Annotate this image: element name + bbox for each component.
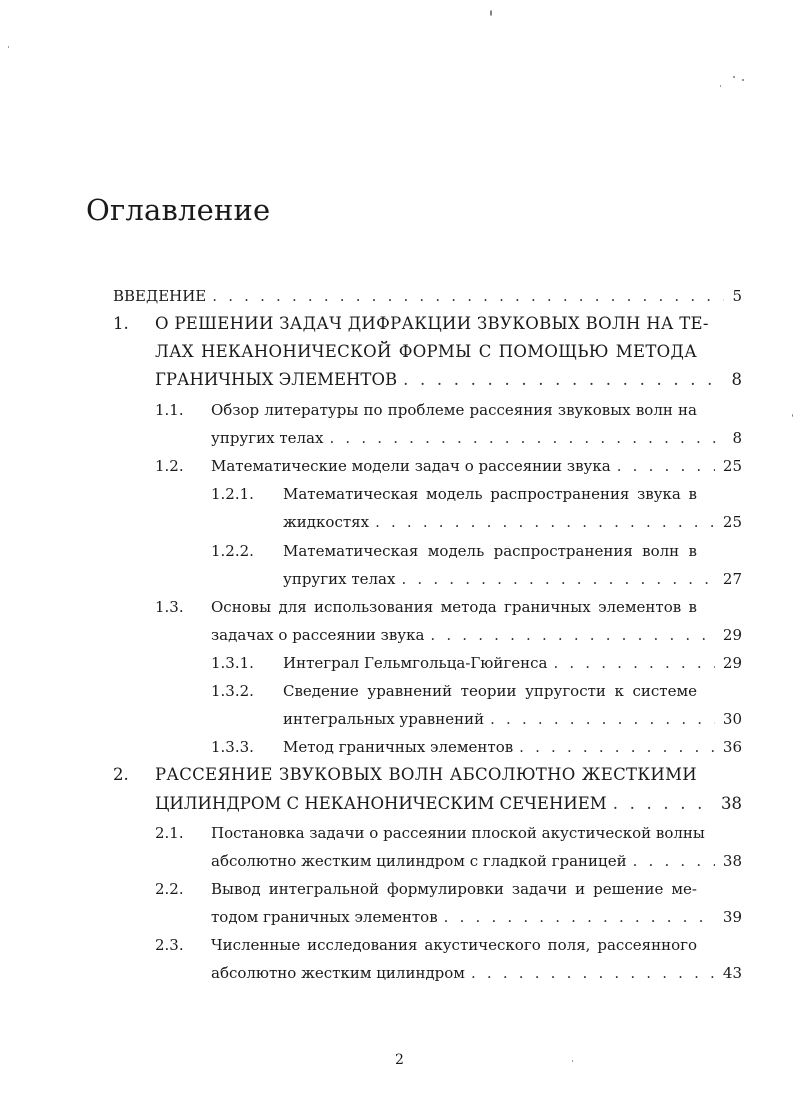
- subsection-number: 1.3.3.: [211, 738, 254, 756]
- toc-entry-title: интегральных уравнений: [283, 710, 485, 728]
- toc-entry-s1-3-2[interactable]: [283, 709, 742, 729]
- subsection-number: 1.3.1.: [211, 654, 254, 672]
- section-number: 1.3.: [155, 598, 184, 616]
- toc-entry-title: ГРАНИЧНЫХ ЭЛЕМЕНТОВ: [155, 370, 398, 389]
- scan-speck: [572, 1060, 573, 1062]
- leader-dots: [323, 428, 724, 448]
- toc-entry-s1-1[interactable]: [211, 428, 742, 448]
- chapter-number: 1.: [113, 314, 129, 333]
- toc-entry-title-line[interactable]: Численные исследования акустического поля, рассеянного: [211, 936, 697, 954]
- section-number: 2.2.: [155, 880, 184, 898]
- toc-entry-title: абсолютно жестким цилиндром: [211, 964, 465, 982]
- leader-dots: [465, 963, 715, 983]
- toc-page-number: 29: [722, 626, 742, 644]
- toc-entry-title: упругих телах: [211, 429, 324, 447]
- leader-dots: [395, 569, 714, 589]
- scan-speck: [8, 46, 9, 48]
- toc-page-number: 30: [722, 710, 742, 728]
- scan-speck: [742, 79, 744, 81]
- leader-dots: [627, 851, 715, 871]
- toc-entry-s1-3-1[interactable]: [283, 653, 742, 673]
- toc-page-number: 38: [722, 852, 742, 870]
- toc-entry-s1-2-2[interactable]: [283, 569, 742, 589]
- scan-speck: [733, 76, 735, 78]
- toc-entry-s1-2-1[interactable]: [283, 512, 742, 532]
- toc-entry-title: Интеграл Гельмгольца-Гюйгенса: [283, 654, 548, 672]
- scan-speck: [490, 10, 492, 16]
- scan-speck: [720, 85, 721, 87]
- page-number: 2: [395, 1052, 404, 1068]
- page-title: Оглавление: [86, 193, 271, 227]
- toc-entry-title-line[interactable]: Математическая модель распространения звука в: [283, 485, 697, 503]
- toc-entry-intro[interactable]: [113, 286, 742, 306]
- leader-dots: [607, 794, 713, 814]
- toc-entry-title-line[interactable]: Основы для использования метода граничных элементов в: [211, 598, 697, 616]
- leader-dots: [424, 625, 715, 645]
- toc-entry-title-line[interactable]: ЛАХ НЕКАНОНИЧЕСКОЙ ФОРМЫ С ПОМОЩЬЮ МЕТОДА: [155, 342, 697, 361]
- toc-entry-title: ВВЕДЕНИЕ: [113, 287, 207, 305]
- toc-entry-s1-3[interactable]: [211, 625, 742, 645]
- toc-entry-ch2-last[interactable]: [155, 794, 742, 814]
- toc-page-number: 5: [732, 287, 742, 305]
- toc-entry-title-line[interactable]: Вывод интегральной формулировки задачи и решение ме-: [211, 880, 697, 898]
- subsection-number: 1.2.2.: [211, 542, 254, 560]
- leader-dots: [611, 456, 715, 476]
- toc-page-number: 8: [731, 370, 742, 389]
- toc-entry-title: тодом граничных элементов: [211, 908, 438, 926]
- toc-entry-s2-3[interactable]: [211, 963, 742, 983]
- toc-entry-s1-3-3[interactable]: [283, 737, 742, 757]
- section-number: 2.3.: [155, 936, 184, 954]
- toc-entry-title: Метод граничных элементов: [283, 738, 514, 756]
- leader-dots: [206, 286, 724, 306]
- toc-entry-ch1-last[interactable]: [155, 370, 742, 390]
- toc-entry-title: задачах о рассеянии звука: [211, 626, 425, 644]
- toc-page-number: 29: [722, 654, 742, 672]
- toc-page-number: 38: [721, 794, 742, 813]
- section-number: 1.2.: [155, 457, 184, 475]
- leader-dots: [513, 737, 715, 757]
- toc-entry-title-line[interactable]: Математическая модель распространения волн в: [283, 542, 697, 560]
- scan-speck: [792, 414, 793, 417]
- toc-entry-title: абсолютно жестким цилиндром с гладкой границей: [211, 852, 627, 870]
- toc-entry-s2-1[interactable]: [211, 851, 742, 871]
- subsection-number: 1.3.2.: [211, 682, 254, 700]
- subsection-number: 1.2.1.: [211, 485, 254, 503]
- toc-page-number: 39: [722, 908, 742, 926]
- leader-dots: [438, 907, 715, 927]
- section-number: 2.1.: [155, 824, 184, 842]
- toc-entry-title-line[interactable]: Сведение уравнений теории упругости к системе: [283, 682, 697, 700]
- toc-page-number: 25: [722, 457, 742, 475]
- leader-dots: [547, 653, 714, 673]
- toc-entry-s2-2[interactable]: [211, 907, 742, 927]
- toc-entry-title: жидкостях: [283, 513, 370, 531]
- chapter-number: 2.: [113, 765, 129, 784]
- section-number: 1.1.: [155, 401, 184, 419]
- toc-page-number: 43: [722, 964, 742, 982]
- toc-entry-title: Математические модели задач о рассеянии звука: [211, 457, 611, 475]
- toc-page-number: 36: [722, 738, 742, 756]
- leader-dots: [397, 370, 723, 390]
- toc-entry-title-line[interactable]: Обзор литературы по проблеме рассеяния звуковых волн на: [211, 401, 697, 419]
- toc-entry-title-line[interactable]: РАССЕЯНИЕ ЗВУКОВЫХ ВОЛН АБСОЛЮТНО ЖЕСТКИМИ: [155, 765, 697, 784]
- toc-page-number: 25: [722, 513, 742, 531]
- toc-page-number: 8: [732, 429, 742, 447]
- toc-entry-title: упругих телах: [283, 570, 396, 588]
- toc-entry-title-line[interactable]: О РЕШЕНИИ ЗАДАЧ ДИФРАКЦИИ ЗВУКОВЫХ ВОЛН НА ТЕ-: [155, 314, 709, 333]
- toc-entry-title: ЦИЛИНДРОМ С НЕКАНОНИЧЕСКИМ СЕЧЕНИЕМ: [155, 794, 607, 813]
- leader-dots: [484, 709, 715, 729]
- leader-dots: [369, 512, 715, 532]
- toc-entry-title-line[interactable]: Постановка задачи о рассеянии плоской акустической волны: [211, 824, 705, 842]
- toc-entry-s1-2[interactable]: [211, 456, 742, 476]
- toc-page-number: 27: [722, 570, 742, 588]
